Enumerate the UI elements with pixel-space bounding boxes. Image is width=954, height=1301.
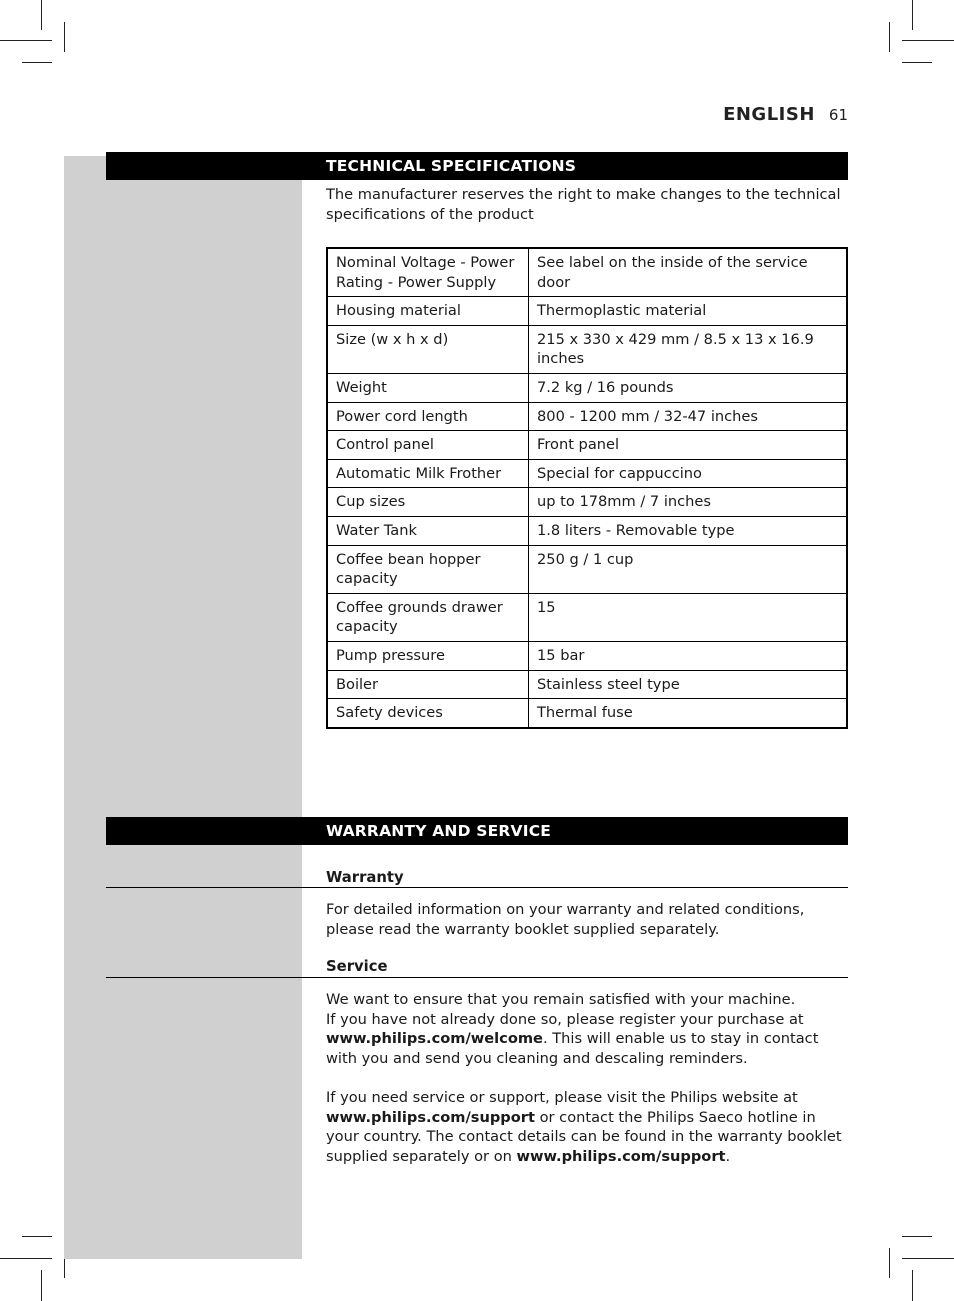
table-row	[327, 459, 847, 488]
table-row	[327, 248, 847, 297]
table-row	[327, 431, 847, 460]
spec-value: 215 x 330 x 429 mm / 8.5 x 13 x 16.9 inches	[529, 325, 848, 373]
service-text: or contact the Philips Saeco hotline in your country. The contact details can be found in the warranty booklet supplied separately or on	[326, 1108, 842, 1165]
service-heading: Service	[326, 958, 388, 975]
table-row	[327, 402, 847, 431]
welcome-link[interactable]: www.philips.com/welcome	[326, 1030, 543, 1048]
spec-label: Coffee bean hopper capacity	[327, 545, 529, 593]
crop-mark	[902, 40, 954, 41]
spec-value: 7.2 kg / 16 pounds	[529, 373, 848, 402]
crop-mark	[889, 22, 890, 52]
crop-mark	[41, 1270, 42, 1301]
table-row	[327, 545, 847, 593]
table-row	[327, 670, 847, 699]
warranty-heading: Warranty	[326, 869, 404, 886]
divider	[106, 887, 848, 888]
table-row	[327, 593, 847, 641]
margin-column	[64, 156, 302, 1259]
crop-mark	[889, 1248, 890, 1278]
spec-value: Special for cappuccino	[529, 459, 848, 488]
specs-table	[326, 247, 848, 729]
service-text: .	[725, 1147, 731, 1165]
spec-label: Water Tank	[327, 516, 529, 545]
table-row	[327, 488, 847, 517]
table-row	[327, 325, 847, 373]
crop-mark	[912, 1270, 913, 1301]
spec-label: Control panel	[327, 431, 529, 460]
service-text: If you need service or support, please visit the Philips website at	[326, 1089, 798, 1106]
language-label: ENGLISH	[723, 104, 815, 125]
spec-value: 800 - 1200 mm / 32-47 inches	[529, 402, 848, 431]
crop-mark	[902, 1236, 932, 1237]
spec-label: Housing material	[327, 297, 529, 326]
page-header	[723, 104, 848, 128]
spec-label: Boiler	[327, 670, 529, 699]
spec-label: Automatic Milk Frother	[327, 459, 529, 488]
spec-value: up to 178mm / 7 inches	[529, 488, 848, 517]
crop-mark	[41, 0, 42, 30]
specs-intro: The manufacturer reserves the right to make changes to the technical specifications of the product	[326, 186, 841, 223]
crop-mark	[22, 62, 52, 63]
crop-mark	[0, 1258, 52, 1259]
crop-mark	[912, 0, 913, 30]
spec-label: Nominal Voltage - Power Rating - Power Supply	[327, 248, 529, 297]
table-row	[327, 516, 847, 545]
crop-mark	[64, 22, 65, 52]
service-paragraph-2	[326, 1088, 848, 1166]
spec-value: Stainless steel type	[529, 670, 848, 699]
spec-value: 15	[529, 593, 848, 641]
table-row	[327, 373, 847, 402]
spec-label: Power cord length	[327, 402, 529, 431]
spec-label: Size (w x h x d)	[327, 325, 529, 373]
warranty-text: For detailed information on your warranty and related conditions, please read the warranty booklet supplied separately.	[326, 901, 805, 938]
table-row	[327, 641, 847, 670]
spec-label: Cup sizes	[327, 488, 529, 517]
spec-value: Thermoplastic material	[529, 297, 848, 326]
spec-value: See label on the inside of the service door	[529, 248, 848, 297]
page-number: 61	[828, 106, 848, 124]
crop-mark	[902, 62, 932, 63]
table-row	[327, 699, 847, 728]
spec-value: 1.8 liters - Removable type	[529, 516, 848, 545]
spec-label: Safety devices	[327, 699, 529, 728]
support-link[interactable]: www.philips.com/support	[516, 1147, 726, 1165]
section-title-warranty-and-service: WARRANTY AND SERVICE	[106, 817, 848, 845]
spec-label: Weight	[327, 373, 529, 402]
service-text: . This will enable us to stay in contact with you and send you cleaning and descaling reminders.	[326, 1030, 819, 1067]
crop-mark	[22, 1236, 52, 1237]
spec-value: 250 g / 1 cup	[529, 545, 848, 593]
service-paragraph-1	[326, 990, 848, 1068]
spec-label: Pump pressure	[327, 641, 529, 670]
crop-mark	[902, 1258, 954, 1259]
spec-value: 15 bar	[529, 641, 848, 670]
support-link[interactable]: www.philips.com/support	[326, 1108, 535, 1126]
service-text: We want to ensure that you remain satisfied with your machine.	[326, 991, 796, 1008]
crop-mark	[0, 40, 52, 41]
table-row	[327, 297, 847, 326]
spec-value: Thermal fuse	[529, 699, 848, 728]
spec-value: Front panel	[529, 431, 848, 460]
spec-label: Coffee grounds drawer capacity	[327, 593, 529, 641]
divider	[106, 977, 848, 978]
service-text: If you have not already done so, please register your purchase at	[326, 1010, 804, 1028]
section-title-technical-specifications: TECHNICAL SPECIFICATIONS	[106, 152, 848, 180]
